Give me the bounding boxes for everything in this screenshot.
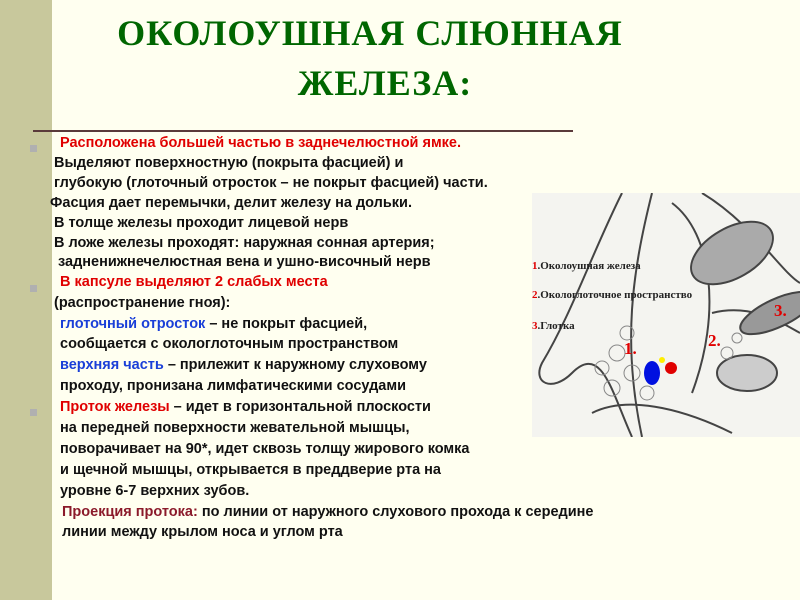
text: – идет в горизонтальной плоскости — [169, 399, 431, 415]
term: верхняя часть — [60, 357, 164, 373]
marker-2: 2. — [708, 331, 721, 350]
bullet-icon — [30, 285, 37, 292]
bullet-icon — [30, 145, 37, 152]
bullet-icon — [30, 409, 37, 416]
duct-line — [60, 397, 431, 417]
text-line: В толще железы проходит лицевой нерв — [54, 215, 349, 231]
vein-marker — [644, 361, 660, 385]
artery-marker — [665, 362, 677, 374]
text-line: В капсуле выделяют 2 слабых места — [60, 274, 328, 290]
text-line: задненижнечелюстная вена и ушно-височный нерв — [58, 254, 431, 270]
marker-1: 1. — [624, 339, 637, 358]
side-strip — [0, 0, 52, 600]
text-line: и щечной мышцы, открывается в преддверие рта на — [60, 462, 441, 478]
title-line-1: ОКОЛОУШНАЯ СЛЮННАЯ — [117, 13, 623, 53]
text-line: уровне 6-7 верхних зубов. — [60, 483, 250, 499]
weak-spot-1 — [60, 314, 367, 334]
legend-item: 1.Околоушная железа — [532, 260, 641, 272]
text-line: (распространение гноя): — [54, 295, 231, 311]
text-line: проходу, пронизана лимфатическими сосудами — [60, 378, 406, 394]
text-line: поворачивает на 90*, идет сквозь толщу жирового комка — [60, 441, 470, 457]
term: Проток железы — [60, 399, 170, 415]
slide-title — [60, 8, 680, 108]
legend-item: 3.Глотка — [532, 320, 575, 332]
legend-item: 2.Окологлоточное пространство — [532, 289, 693, 301]
weak-spot-2 — [60, 355, 427, 375]
anatomy-figure — [532, 193, 800, 437]
text-line: на передней поверхности жевательной мышцы, — [60, 420, 410, 436]
text: – не покрыт фасцией, — [205, 316, 368, 332]
text-line: глубокую (глоточный отросток – не покрыт фасцией) части. — [54, 175, 488, 191]
marker-3: 3. — [774, 301, 787, 320]
term: глоточный отросток — [60, 316, 206, 332]
text-line: сообщается с окологлоточным пространством — [60, 336, 399, 352]
text-line: линии между крылом носа и углом рта — [62, 524, 343, 540]
title-line-2: ЖЕЛЕЗА: — [297, 63, 473, 103]
divider — [33, 130, 573, 132]
text: по линии от наружного слухового прохода к середине — [197, 504, 594, 520]
nerve-marker — [659, 357, 665, 363]
text-line: Фасция дает перемычки, делит железу на дольки. — [50, 195, 412, 211]
text-line: Расположена большей частью в заднечелюстной ямке. — [60, 135, 462, 151]
projection-line — [62, 502, 593, 522]
term: Проекция протока: — [62, 504, 198, 520]
text-line: В ложе железы проходят: наружная сонная артерия; — [54, 235, 435, 251]
text: – прилежит к наружному слуховому — [163, 357, 427, 373]
anatomy-illustration — [532, 193, 800, 437]
text-line: Выделяют поверхностную (покрыта фасцией) и — [54, 155, 404, 171]
